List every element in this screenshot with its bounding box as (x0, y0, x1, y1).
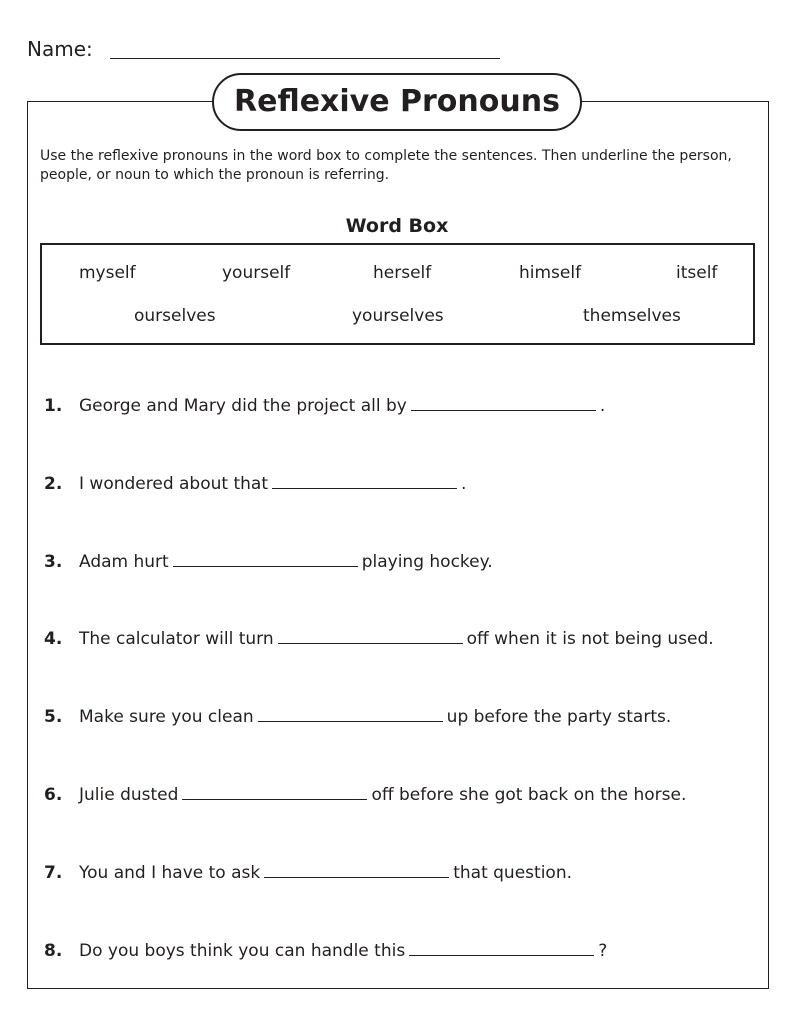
question-1 (44, 396, 605, 416)
word: myself (79, 263, 136, 283)
answer-blank[interactable] (278, 629, 463, 644)
instructions: Use the reflexive pronouns in the word box to complete the sentences. Then underline the person, people, or noun to which the pronoun is referring. (40, 148, 732, 183)
question-8 (44, 941, 607, 961)
question-7 (44, 863, 572, 883)
answer-blank[interactable] (409, 941, 594, 956)
word: yourself (222, 263, 291, 283)
question-text-after: . (599, 396, 606, 416)
question-number: 3. (44, 551, 63, 572)
answer-blank[interactable] (182, 785, 367, 800)
question-text-before: Make sure you clean (79, 707, 254, 728)
name-field[interactable] (110, 58, 500, 59)
question-number: 2. (44, 473, 63, 494)
question-text-after: off before she got back on the horse. (371, 785, 687, 805)
question-text-before: Do you boys think you can handle this (79, 940, 406, 961)
word: himself (519, 263, 582, 283)
answer-blank[interactable] (264, 863, 449, 878)
word-box-title: Word Box (345, 215, 449, 237)
question-number: 5. (44, 707, 63, 728)
question-text-before: Adam hurt (79, 551, 169, 572)
question-text-before: George and Mary did the project all by (79, 396, 407, 416)
question-text-after: that question. (453, 862, 572, 883)
question-number: 7. (44, 862, 63, 883)
word: themselves (583, 306, 681, 326)
question-number: 8. (44, 940, 63, 961)
answer-blank[interactable] (272, 474, 457, 489)
question-text-before: I wondered about that (79, 473, 268, 494)
question-2 (44, 474, 466, 494)
question-text-after: ? (598, 940, 608, 961)
answer-blank[interactable] (173, 552, 358, 567)
question-number: 6. (44, 785, 63, 805)
question-text-after: up before the party starts. (446, 707, 672, 728)
name-label: Name: (27, 37, 93, 61)
word-box (40, 243, 755, 345)
question-number: 1. (44, 396, 63, 416)
question-text-before: You and I have to ask (79, 862, 261, 883)
question-4 (44, 629, 714, 649)
question-text-after: playing hockey. (361, 551, 493, 572)
question-3 (44, 552, 493, 572)
page-title: Reflexive Pronouns (212, 73, 582, 131)
question-6 (44, 785, 686, 805)
word: ourselves (134, 306, 216, 326)
question-5 (44, 707, 671, 727)
question-number: 4. (44, 629, 63, 650)
word: herself (373, 263, 432, 283)
question-text-before: The calculator will turn (79, 629, 274, 650)
word: yourselves (352, 306, 444, 326)
answer-blank[interactable] (258, 707, 443, 722)
answer-blank[interactable] (411, 396, 596, 411)
question-text-after: off when it is not being used. (466, 629, 714, 650)
question-text-after: . (461, 473, 467, 494)
question-text-before: Julie dusted (79, 785, 179, 805)
word: itself (676, 263, 718, 283)
